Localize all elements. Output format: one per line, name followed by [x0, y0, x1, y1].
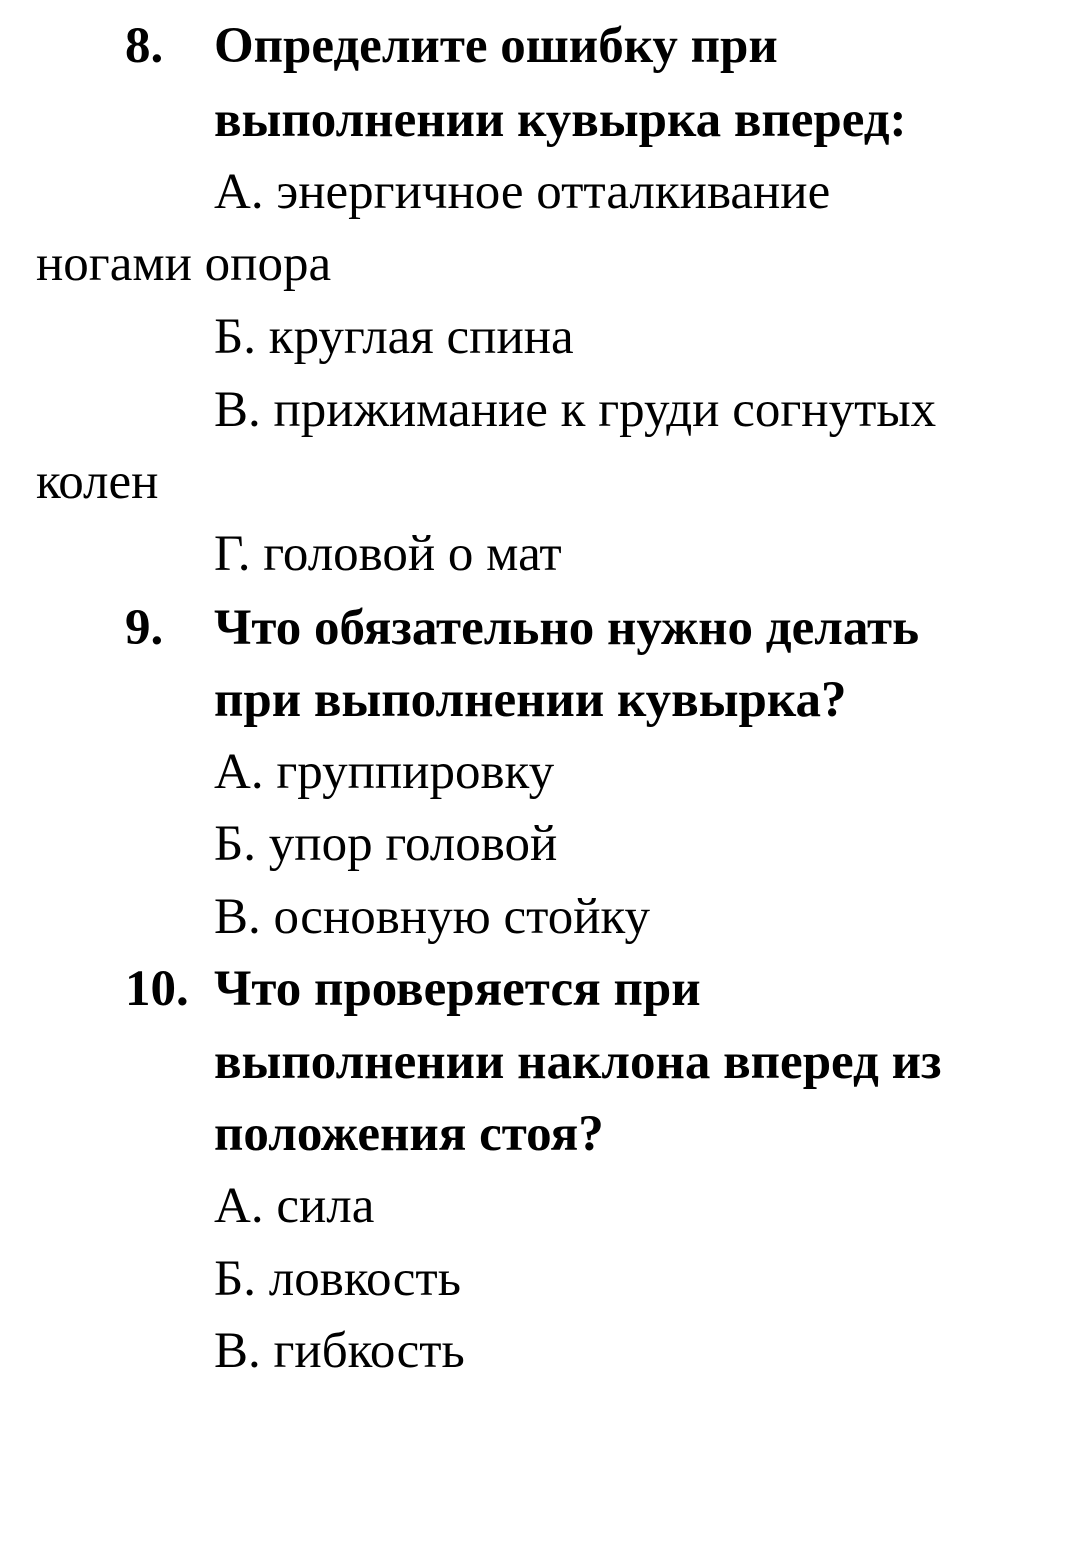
question-title-line: выполнении кувырка вперед:	[214, 92, 907, 148]
answer-option-v: В. прижимание к груди согнутых	[214, 382, 937, 438]
answer-option-g: Г. головой о мат	[214, 526, 562, 582]
question-title-line: Что обязательно нужно делать	[214, 600, 920, 656]
answer-option-v: В. основную стойку	[214, 889, 651, 945]
question-number: 10.	[125, 961, 189, 1017]
answer-option-a: А. сила	[214, 1178, 375, 1234]
question-title-line: при выполнении кувырка?	[214, 672, 847, 728]
question-number: 9.	[125, 600, 164, 656]
question-title-line: выполнении наклона вперед из	[214, 1034, 942, 1090]
answer-option-v-continued: колен	[36, 454, 159, 510]
answer-option-v: В. гибкость	[214, 1323, 465, 1379]
answer-option-b: Б. упор головой	[214, 816, 558, 872]
answer-option-a-continued: ногами опора	[36, 236, 332, 292]
answer-option-b: Б. круглая спина	[214, 309, 574, 365]
answer-option-a: А. группировку	[214, 744, 555, 800]
question-number: 8.	[125, 18, 164, 74]
answer-option-a: А. энергичное отталкивание	[214, 164, 831, 220]
answer-option-b: Б. ловкость	[214, 1251, 461, 1307]
question-title-line: Что проверяется при	[214, 961, 701, 1017]
question-title-line: положения стоя?	[214, 1106, 604, 1162]
question-title-line: Определите ошибку при	[214, 18, 778, 74]
